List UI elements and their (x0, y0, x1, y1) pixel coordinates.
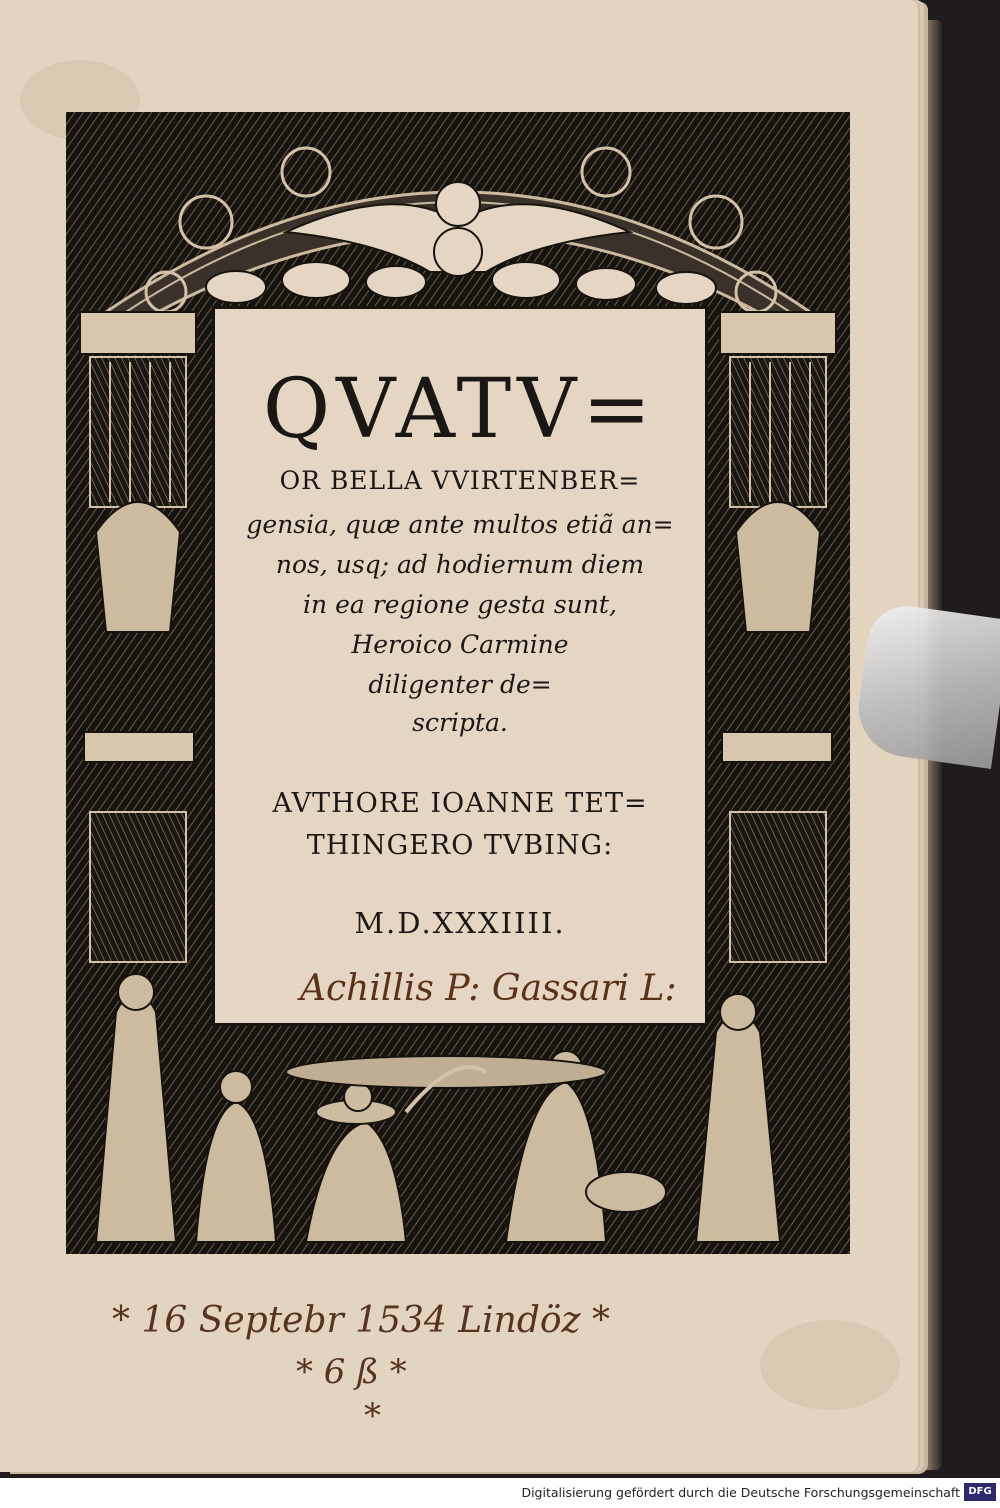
handwritten-note: * 6 ß * (296, 1352, 407, 1392)
paper-stain (760, 1320, 900, 1410)
handwritten-note: * 16 Septebr 1534 Lindöz * (112, 1300, 610, 1341)
page-clip (852, 601, 1000, 769)
title-line: OR BELLA VVIRTENBER= (279, 466, 641, 495)
owner-inscription: Achillis P: Gassari L: (300, 968, 677, 1009)
author-line: AVTHORE IOANNE TET= (272, 788, 648, 819)
title-line: gensia, quæ ante multos etiã an= (246, 510, 674, 539)
handwritten-note: * (364, 1396, 381, 1436)
title-line: scripta. (412, 708, 508, 737)
publication-date: M.D.XXXIIII. (354, 906, 566, 940)
title-heading: QVATV= (262, 362, 658, 457)
author-line: THINGERO TVBING: (306, 830, 614, 861)
woodcut-border (66, 112, 850, 1254)
title-line: Heroico Carmine (351, 630, 569, 659)
dfg-logo: DFG (964, 1483, 996, 1501)
footer-bar (0, 1478, 1000, 1508)
title-line: diligenter de= (368, 670, 552, 699)
title-line: in ea regione gesta sunt, (303, 590, 617, 619)
title-text-panel (212, 306, 708, 1026)
title-line: nos, usq; ad hodiernum diem (275, 550, 645, 579)
funding-credit: Digitalisierung gefördert durch die Deutsche Forschungsgemeinschaft (521, 1485, 960, 1500)
